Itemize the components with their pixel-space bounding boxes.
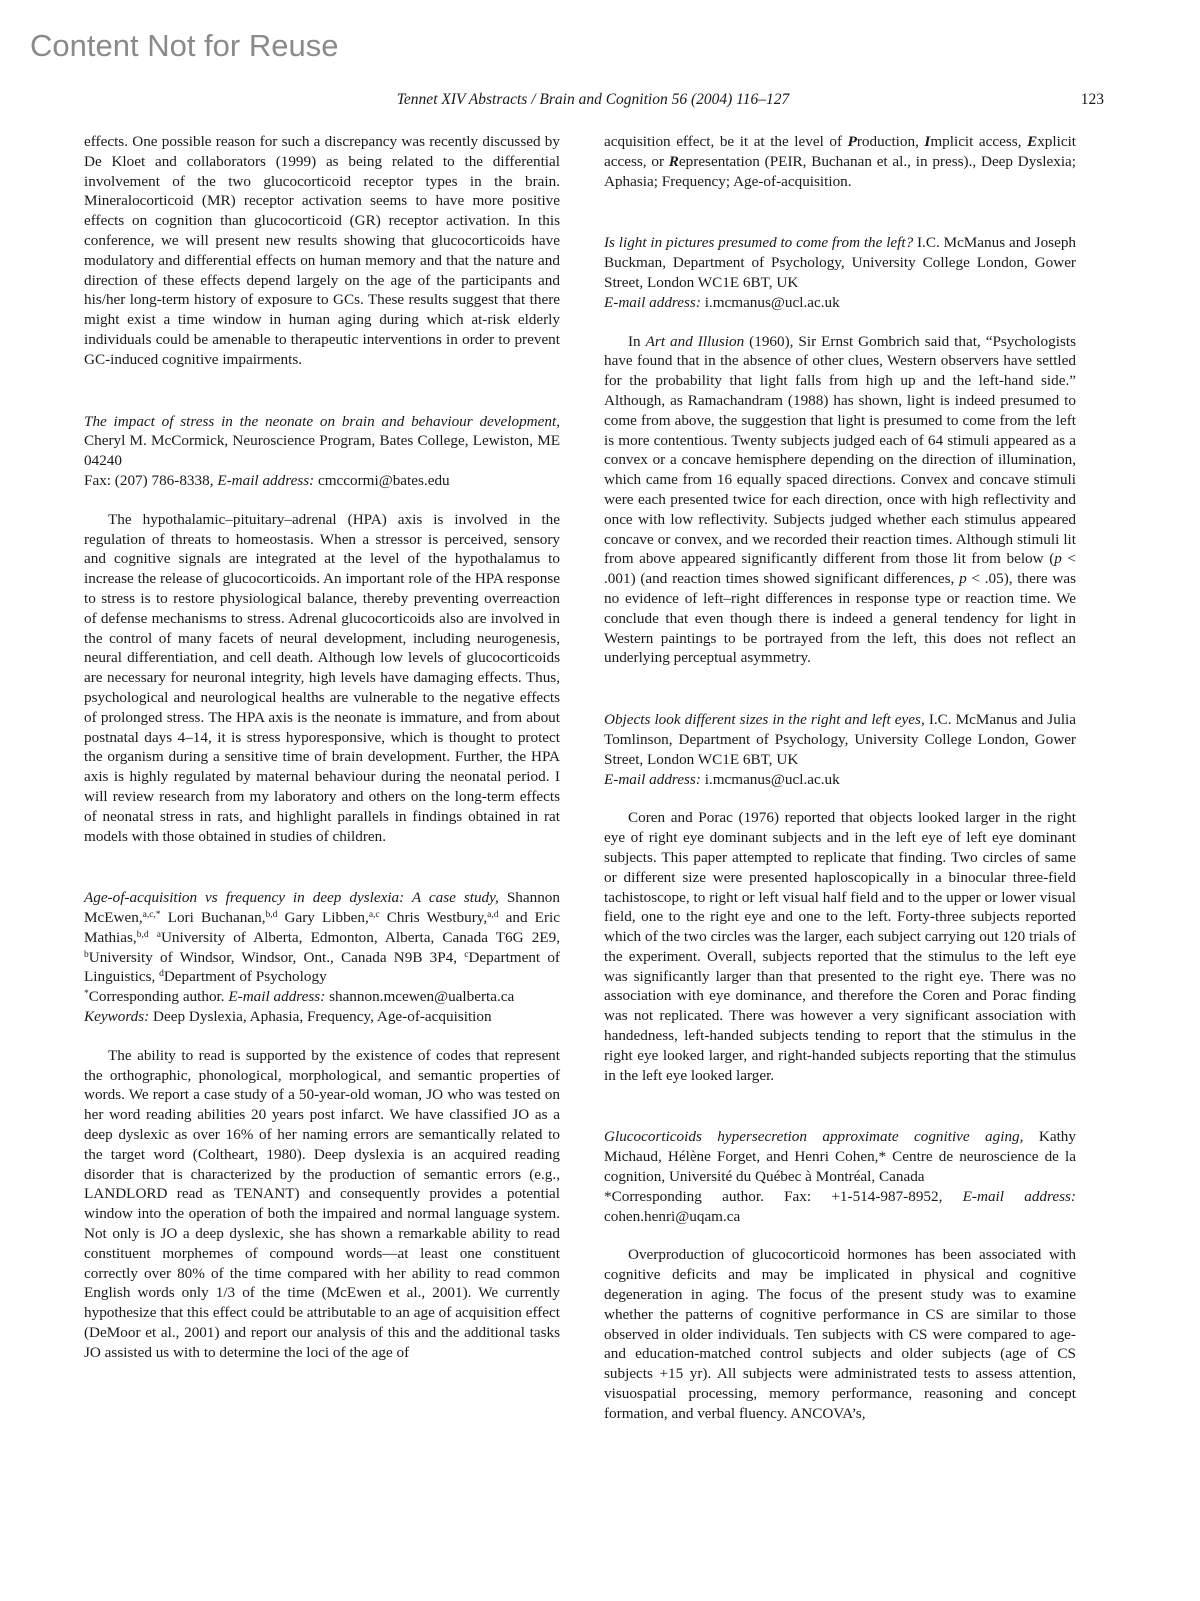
- abstract-body-eye-sizes: Coren and Porac (1976) reported that objects looked larger in the right eye of right eye dominant subjects and in the left eye of left eye dominant subjects. This paper attempted to replicate that finding. Two circles of same or different size were presented haploscopically in a binocular three-field tachistoscope, to right or left visual half field and to the upper or lower visual field, one to the right eye and one to the left. Forty-three subjects reported which of the two circles was the larger, each subject carrying out 120 trials of the experiment. Overall, subjects reported that the stimulus to the left eye was significantly larger than that presented to the right eye. There was no association with eye dominance, and therefore the Coren and Porac finding was not replicated. There was however a very significant association with handedness, left-handed subjects tending to report that the stimulus in the right eye looked larger, and right-handed subjects reporting that the stimulus in the left eye looked larger.: [604, 809, 1076, 1084]
- keywords: Deep Dyslexia, Aphasia, Frequency, Age-of-acquisition: [149, 1008, 492, 1026]
- text-run: xplicit access, or: [604, 133, 1077, 170]
- running-head: [84, 91, 1102, 113]
- email-label: E-mail address:: [228, 988, 326, 1006]
- fax-number: Fax: (207) 786-8338,: [84, 471, 218, 489]
- email-address: cohen.henri@uqam.ca: [604, 1207, 741, 1225]
- book-title: Art and Illusion: [645, 332, 745, 350]
- abstract-authors: Cheryl M. McCormick, Neuroscience Program, Bates College, Lewiston, ME 04240: [84, 432, 560, 470]
- author-name: Chris Westbury,: [379, 909, 488, 927]
- abstract-body-glucocorticoids: Overproduction of glucocorticoid hormones has been associated with cognitive deficits and may be implicated in physical and cognitive degeneration in aging. The focus of the present study was to examine whether the patterns of cognitive performance in CS are similar to those observed in older individuals. Ten subjects with CS were compared to age- and education-matched control subjects and older subjects (age of CS subjects +15 yr). All subjects were administrated tests to assess attention, visuospatial processing, memory performance, reasoning and concept formation, and verbal fluency. ANCOVA’s,: [604, 1246, 1076, 1422]
- continued-abstract-text: [604, 132, 1076, 191]
- email-label: E-mail address:: [217, 471, 315, 489]
- author-name: Lori Buchanan,: [160, 909, 266, 927]
- journal-citation: Tennet XIV Abstracts / Brain and Cognition 56 (2004) 116–127: [396, 91, 790, 108]
- text-run: roduction,: [856, 133, 925, 150]
- author-affiliation-marker: a,c: [368, 910, 380, 921]
- corresponding-marker: *: [84, 989, 89, 1000]
- author-name: Shannon McEwen,: [84, 889, 560, 927]
- text-run: (1960), Sir Ernst Gombrich said that, “Psychologists have found that in the absence of other clues, Western observers have settled for the probability that light falls from high up and the left-hand side.” Although, as Ramachandram (1988) has shown, light is indeed presumed to come from above, the suggestion that light is presumed to come from the left is more contentious. Twenty subjects judged each of 64 stimuli appeared as a convex or a concave hemisphere depending on the direction of illumination, which came from 16 equally spaced directions. Convex and concave stimuli were each presented twice for each direction, once with high reflectivity and once with low reflectivity. Subjects judged whether each stimulus appeared concave or convex, and we recorded their reaction times. Although stimuli lit from above appeared significantly different from those lit from below (: [604, 332, 1076, 568]
- acronym-letter: I: [924, 133, 931, 150]
- left-column: [84, 132, 560, 1363]
- corresponding-author-note: *Corresponding author. Fax: +1-514-987-8952,: [604, 1187, 963, 1205]
- affiliation: University of Alberta, Edmonton, Alberta, Canada T6G 2E9,: [160, 928, 560, 946]
- page-number: 123: [1080, 91, 1104, 108]
- affiliation: University of Windsor, Windsor, Ont., Canada N9B 3P4,: [88, 948, 465, 966]
- author-affiliation-marker: a,d: [487, 910, 499, 921]
- abstract-heading-eye-sizes: [604, 710, 1076, 789]
- abstract-title: Objects look different sizes in the right and left eyes,: [604, 711, 925, 729]
- abstract-title: The impact of stress in the neonate on brain and behaviour development,: [84, 412, 560, 430]
- author-affiliation-marker: b,d: [265, 910, 278, 921]
- acronym-letter: E: [1027, 133, 1038, 150]
- keywords-label: Keywords:: [84, 1008, 150, 1026]
- abstract-title: Is light in pictures presumed to come from the left?: [604, 234, 914, 252]
- abstract-authors: I.C. McManus and Julia Tomlinson, Department of Psychology, University College London, Gower Street, London WC1E 6BT, UK: [604, 711, 1076, 768]
- text-run: acquisition effect, be it at the level of: [604, 133, 848, 150]
- author-name: Gary Libben,: [277, 909, 369, 927]
- abstract-title: Age-of-acquisition vs frequency in deep dyslexia: A case study,: [84, 889, 499, 907]
- abstract-authors: Kathy Michaud, Hélène Forget, and Henri Cohen,* Centre de neuroscience de la cognition, Université du Québec à Montréal, Canada: [604, 1128, 1076, 1186]
- author-affiliation-marker: a,c,*: [142, 910, 161, 921]
- abstract-title: Glucocorticoids hypersecretion approximate cognitive aging,: [604, 1128, 1024, 1146]
- corresponding-author-note: Corresponding author.: [88, 988, 229, 1006]
- email-address: cmccormi@bates.edu: [314, 471, 450, 489]
- abstract-heading-glucocorticoids: [604, 1127, 1076, 1226]
- text-run: mplicit access,: [930, 133, 1028, 150]
- right-column: [604, 132, 1076, 1424]
- abstract-heading-stress-neonate: [84, 412, 560, 491]
- abstract-authors: I.C. McManus and Joseph Buckman, Department of Psychology, University College London, Gower Street, London WC1E 6BT, UK: [604, 234, 1077, 291]
- affiliation-marker: a: [156, 929, 161, 940]
- abstract-body-deep-dyslexia: The ability to read is supported by the existence of codes that represent the orthographic, phonological, morphological, and semantic properties of words. We report a case study of a 50-year-old woman, JO who was tested on her word reading abilities 20 years post infarct. We have classified JO as a deep dyslexic as over 16% of her naming errors are semantically related to the target word (Coltheart, 1980). Deep dyslexia is an acquired reading disorder that is characterized by the production of semantic errors (e.g., LANDLORD read as TENANT) and consequently provides a potential window into the operation of both the impaired and normal language system. Not only is JO a deep dyslexic, she has shown a remarkable ability to read constituent morphemes of compound words—at least one constituent correctly over 80% of the time compared with her ability to read common English words only 1/3 of the time (McEwen et al., 2001). We currently hypothesize that this effect could be attributable to an age of acquisition effect (DeMoor et al., 2001) and report our analysis of this and the additional tasks JO assisted us with to determine the loci of the age of: [84, 1046, 560, 1361]
- affiliation: Department of Linguistics,: [84, 948, 560, 986]
- p-value-symbol: p: [1054, 550, 1062, 568]
- author-name: and Eric Mathias,: [84, 909, 560, 946]
- text-run: < .001) (and reaction times showed significant differences,: [604, 550, 1076, 588]
- affiliation-marker: d: [159, 969, 164, 980]
- acronym-letter: R: [668, 152, 679, 170]
- affiliation-marker: b: [84, 949, 89, 960]
- email-label: E-mail address:: [604, 770, 701, 788]
- affiliation-marker: c: [464, 949, 469, 960]
- p-value-symbol: p: [959, 570, 967, 588]
- email-label: E-mail address:: [604, 293, 701, 311]
- email-address: i.mcmanus@ucl.ac.uk: [700, 293, 840, 311]
- email-address: shannon.mcewen@ualberta.ca: [325, 988, 515, 1006]
- continued-abstract-text: effects. One possible reason for such a discrepancy was recently discussed by De Kloet and collaborators (1999) as being related to the differential involvement of the two glucocorticoid receptor types in the brain. Mineralocorticoid (MR) receptor activation seems to have more positive effects on cognition than glucocorticoid (GR) receptor activation. In this conference, we will present new results showing that glucocorticoids have modulatory and differential effects on human memory and that the nature and direction of these effects depend largely on the age of the participants and his/her long-term history of exposure to GCs. These results suggest that there might exist a time window in human aging during which at-risk elderly individuals could be amenable to therapeutic interventions in order to prevent GC-induced cognitive impairments.: [84, 133, 560, 368]
- abstract-heading-deep-dyslexia: [84, 888, 560, 1027]
- text-run: epresentation (PEIR, Buchanan et al., in press)., Deep Dyslexia; Aphasia; Frequency; Age-of-acquisition.: [604, 152, 1076, 190]
- affiliation: Department of Psychology: [163, 968, 327, 986]
- watermark: Content Not for Reuse: [30, 28, 339, 63]
- email-address: i.mcmanus@ucl.ac.uk: [700, 770, 840, 788]
- author-affiliation-marker: b,d: [136, 929, 149, 940]
- abstract-heading-light-left: [604, 233, 1076, 312]
- email-label: E-mail address:: [962, 1187, 1076, 1205]
- text-run: < .05), there was no evidence of left–right differences in response type or reaction time. We conclude that even though there is indeed a general tendency for light in Western paintings to be portrayed from the left, this does not reflect an underlying perceptual asymmetry.: [604, 570, 1076, 667]
- acronym-letter: P: [847, 133, 857, 150]
- abstract-body-stress-neonate: The hypothalamic–pituitary–adrenal (HPA) axis is involved in the regulation of threats to homeostasis. When a stressor is perceived, sensory and cognitive signals are integrated at the level of the hypothalamus to increase the release of glucocorticoids. An important role of the HPA response to stress is to restore physiological balance, thereby preventing overreaction of defense mechanisms to stress. Adrenal glucocorticoids also are involved in the control of many facets of neural development, including neurogenesis, neural differentiation, and cell death. Although low levels of glucocorticoids are necessary for neuronal integrity, high levels have damaging effects. Thus, psychological and neurological healths are vulnerable to the negative effects of prolonged stress. The HPA axis is the neonate is immature, and from about postnatal days 4–14, it is stress hyporesponsive, which is thought to protect the organism during a sensitive time of brain development. Further, the HPA axis is highly regulated by maternal behaviour during the neonatal period. I will review research from my laboratory and others on the long-term effects of neonatal stress in rats, and highlight parallels in findings obtained in rat models with those obtained in studies of children.: [84, 510, 560, 845]
- text-run: In: [628, 332, 646, 350]
- abstract-body-light-left: [604, 332, 1076, 669]
